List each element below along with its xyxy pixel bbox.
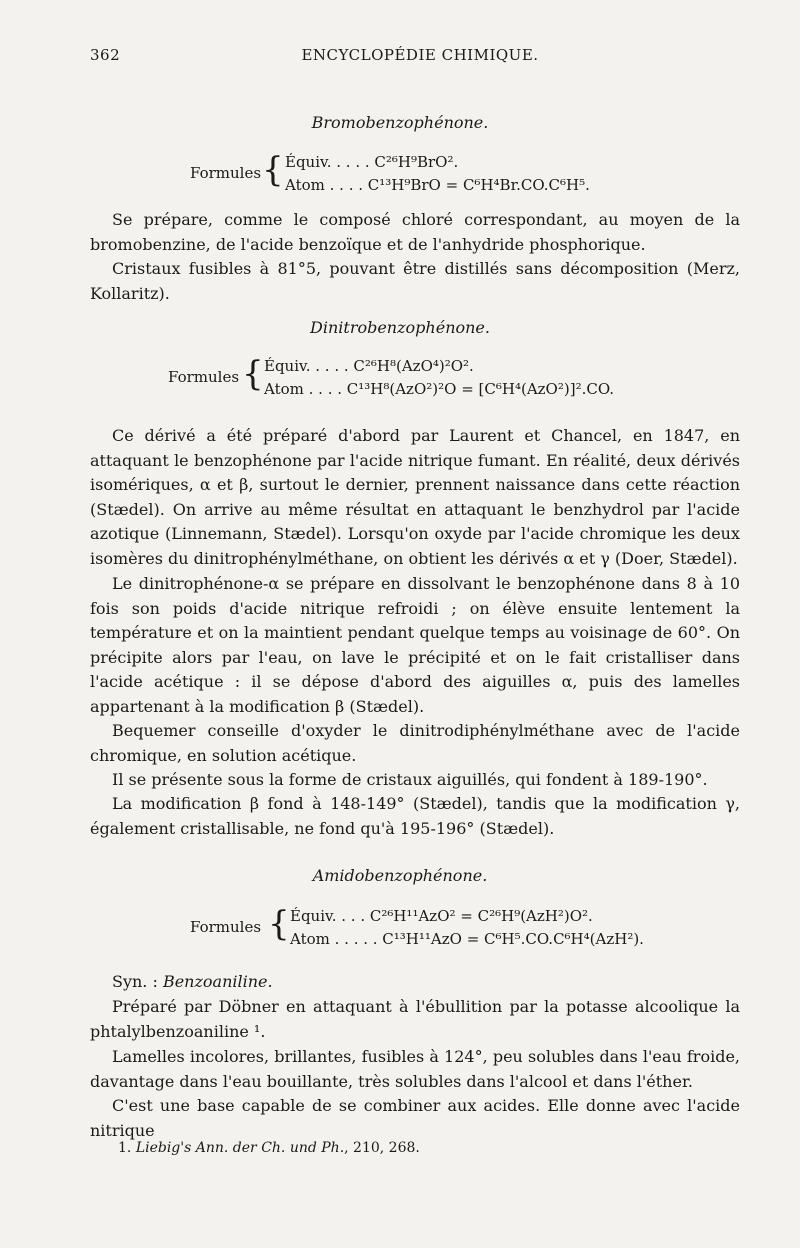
paragraph: Cristaux fusibles à 81°5, pouvant être distillés sans décomposition (Merz, Kollaritz).: [90, 259, 740, 303]
brace: {: [242, 354, 264, 394]
brace: {: [262, 150, 284, 190]
footnote-ref: , 210, 268.: [344, 1140, 420, 1156]
paragraph: Préparé par Döbner en attaquant à l'ébullition par la potasse alcoolique la phtalylbenzoaniline ¹.: [90, 997, 740, 1041]
formula-atom: Atom . . . . . C¹³H¹¹AzO = C⁶H⁵.CO.C⁶H⁴(AzH²).: [290, 930, 644, 948]
paragraph: C'est une base capable de se combiner aux acides. Elle donne avec l'acide nitrique: [90, 1096, 740, 1140]
synonym-line: [90, 970, 740, 995]
formula-equiv: Équiv. . . . . C²⁶H⁸(AzO⁴)²O².: [264, 357, 474, 375]
footnote-marker: 1.: [118, 1140, 136, 1156]
formula-equiv: Équiv. . . . C²⁶H¹¹AzO² = C²⁶H⁹(AzH²)O².: [290, 907, 593, 925]
formulas-label: Formules: [168, 368, 240, 386]
formulas-label: Formules: [190, 918, 262, 936]
paragraph: Le dinitrophénone-α se prépare en dissolvant le benzophénone dans 8 à 10 fois son poids d'acide nitrique refroidi ; on élève ensuite lentement la température et on la maintient pendant quelque temps au voisinage de 60°. On précipite alors par l'eau, on lave le précipité et on le fait cristalliser dans l'acide acétique : il se dépose d'abord des aiguilles α, puis des lamelles appartenant à la modification β (Stædel).: [90, 574, 740, 716]
section-title-amido: Amidobenzophénone.: [312, 866, 488, 885]
synonym-label: Syn. :: [112, 972, 163, 991]
formula-block-amido: [190, 902, 750, 952]
footnote-source: Liebig's Ann. der Ch. und Ph.: [135, 1140, 345, 1156]
section-title-dinitro: Dinitrobenzophénone.: [310, 318, 490, 337]
footnote: [118, 1140, 420, 1156]
paragraph: Il se présente sous la forme de cristaux aiguillés, qui fondent à 189-190°.: [112, 770, 708, 789]
formula-atom: Atom . . . . C¹³H⁹BrO = C⁶H⁴Br.CO.C⁶H⁵.: [285, 176, 590, 194]
formula-block-dinitro: [168, 352, 758, 402]
formula-atom: Atom . . . . C¹³H⁸(AzO²)²O = [C⁶H⁴(AzO²)]².CO.: [264, 380, 615, 398]
paragraph: Ce dérivé a été préparé d'abord par Laurent et Chancel, en 1847, en attaquant le benzophénone par l'acide nitrique fumant. En réalité, deux dérivés isomériques, α et β, surtout le dernier, prennent naissance dans cette réaction (Stædel). On arrive au même résultat en attaquant le benzhydrol par l'acide azotique (Linnemann, Stædel). Lorsqu'on oxyde par l'acide chromique les deux isomères du dinitrophénylméthane, on obtient les dérivés α et γ (Doer, Stædel).: [90, 426, 740, 568]
section-title-bromo: Bromobenzophénone.: [311, 113, 489, 132]
paragraph: Bequemer conseille d'oxyder le dinitrodiphénylméthane avec de l'acide chromique, en solution acétique.: [90, 721, 740, 765]
brace: {: [268, 904, 290, 944]
page-header-title: ENCYCLOPÉDIE CHIMIQUE.: [301, 46, 539, 64]
paragraph: Se prépare, comme le composé chloré correspondant, au moyen de la bromobenzine, de l'acide benzoïque et de l'anhydride phosphorique.: [90, 210, 740, 254]
paragraph: Lamelles incolores, brillantes, fusibles à 124°, peu solubles dans l'eau froide, davantage dans l'eau bouillante, très solubles dans l'alcool et dans l'éther.: [90, 1047, 740, 1091]
synonym-value: Benzoaniline.: [162, 972, 273, 991]
formulas-label: Formules: [190, 164, 262, 182]
paragraph: La modification β fond à 148-149° (Stædel), tandis que la modification γ, également cristallisable, ne fond qu'à 195-196° (Stædel).: [90, 794, 740, 838]
formula-block-bromo: [190, 150, 750, 200]
formula-equiv: Équiv. . . . . C²⁶H⁹BrO².: [285, 153, 459, 171]
page-number: 362: [90, 46, 121, 64]
